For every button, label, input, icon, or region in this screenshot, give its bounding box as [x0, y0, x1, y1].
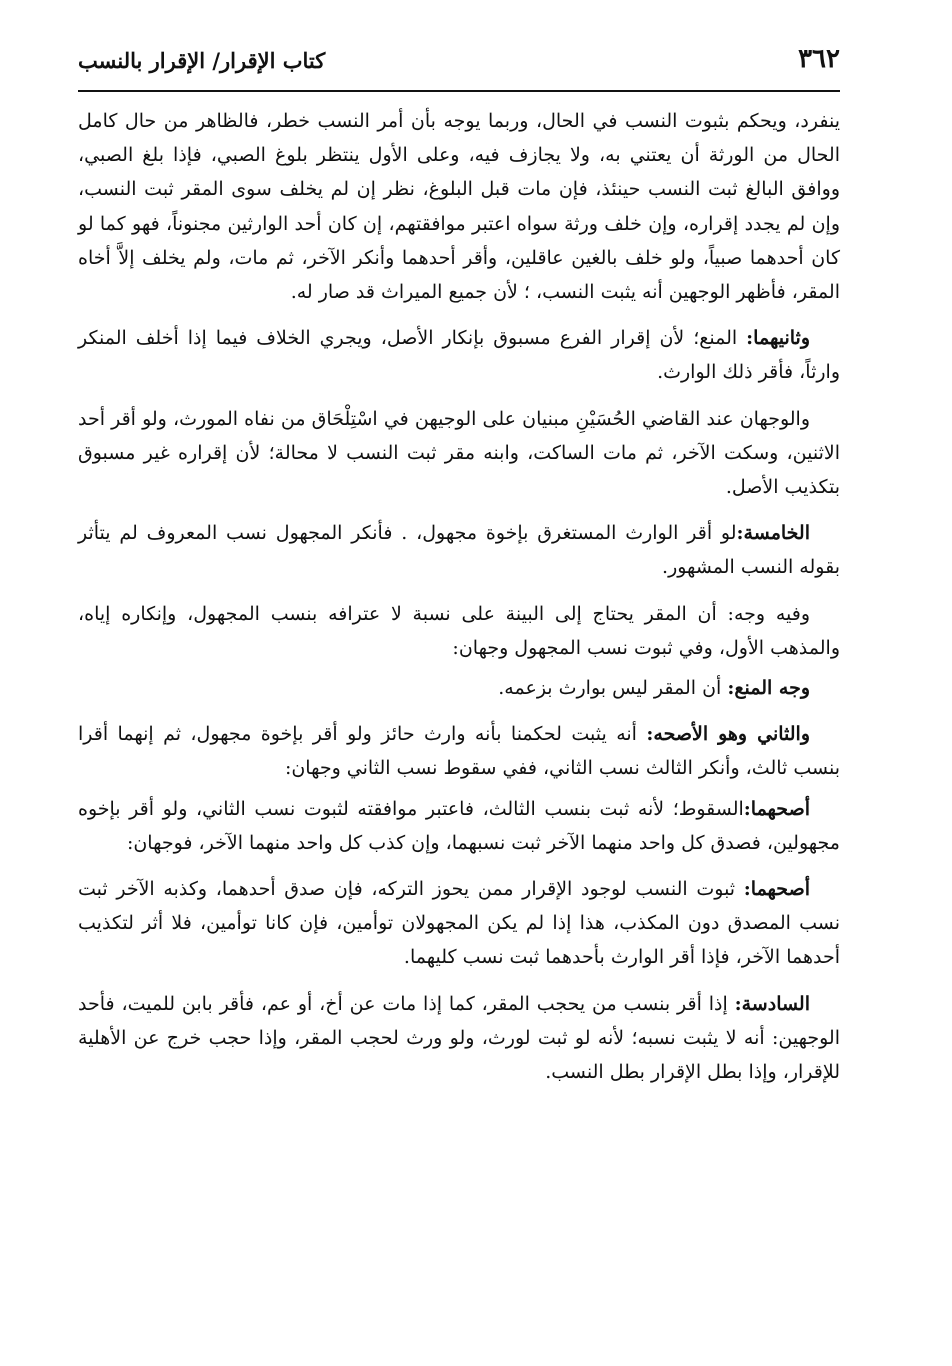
page-body	[78, 104, 840, 1101]
paragraph-6-text: أن المقر ليس بوارث بزعمه.	[498, 677, 728, 700]
paragraph-6-heading: وجه المنع:	[727, 677, 810, 700]
page-number: ٣٦٢	[798, 44, 840, 74]
paragraph-2-text: المنع؛ لأن إقرار الفرع مسبوق بإنكار الأصل، ويجري الخلاف فيما إذا أخلف المنكر وارثاً، فأقر ذلك الوارث.	[78, 327, 840, 384]
paragraph-9-text: ثبوت النسب لوجود الإقرار ممن يحوز التركه، فإن صدق أحدهما، وكذبه الآخر ثبت نسب المصدق دون المكذب، هذا إذا لم يكن المجهولان توأمين، فإن كانا توأمين، فلا أثر لتكذيب أحدهما الآخر، فإذا أقر الوارث بأحدهما ثبت نسب كليهما.	[78, 878, 840, 969]
paragraph-7-text: أنه يثبت لحكمنا بأنه وارث حائز ولو أقر بإخوة مجهول، ثم إنهما أقرا بنسب ثالث، وأنكر الثالث نسب الثاني، ففي سقوط نسب الثاني وجهان:	[78, 723, 840, 780]
header-divider	[78, 90, 840, 92]
paragraph-3	[78, 402, 840, 505]
page-header	[78, 40, 840, 86]
paragraph-4-heading: الخامسة:	[736, 522, 810, 545]
paragraph-2	[78, 321, 840, 389]
paragraph-3-text: والوجهان عند القاضي الحُسَيْنِ مبنيان على الوجيهن في اسْتِلْحَاق من نفاه المورث، ولو أقر أحد الاثنين، وسكت الآخر، ثم مات الساكت، وابنه مقر ثبت النسب لا محالة؛ لأن إقراره غير مسبوق بتكذيب الأصل.	[78, 407, 840, 499]
paragraph-6	[78, 671, 840, 705]
paragraph-8-heading: أصحهما:	[743, 797, 810, 820]
paragraph-10-text: إذا أقر بنسب من يحجب المقر، كما إذا مات عن أخ، أو عم، فأقر بابن للميت، فأحد الوجهين: أنه لا يثبت نسبه؛ لأنه لو ثبت لورث، ولو ورث لحجب المقر، وإذا حجب خرج عن الأهلية للإقرار، وإذا بطل الإقرار بطل النسب.	[78, 992, 840, 1084]
paragraph-10	[78, 987, 840, 1090]
paragraph-8-text: السقوط؛ لأنه ثبت بنسب الثالث، فاعتبر موافقته لثبوت نسب الثاني، ولو أقر بإخوه مجهولين، فصدق كل واحد منهما الآخر ثبت نسبهما، وإن كذب كل واحد منهما الآخر، فوجهان:	[78, 797, 840, 854]
paragraph-10-heading: السادسة:	[734, 992, 810, 1015]
paragraph-1	[78, 104, 840, 309]
paragraph-7	[78, 717, 840, 785]
paragraph-9-heading: أصحهما:	[743, 878, 810, 901]
running-title: كتاب الإقرار/ الإقرار بالنسب	[78, 48, 326, 73]
paragraph-5	[78, 597, 840, 665]
paragraph-1-text: ينفرد، ويحكم بثبوت النسب في الحال، وربما يوجه بأن أمر النسب خطر، فالظاهر من حال كامل الحال من الورثة أن يعتني به، ولا يجازف فيه، وعلى الأول ينتظر بلوغ الصبي، فإذا بلغ الصبي، ووافق البالغ ثبت النسب حينئذ، فإن مات قبل البلوغ، نظر إن لم يخلف سوى المقر ثبت النسب، وإن لم يجدد إقراره، وإن خلف ورثة سواه اعتبر موافقتهم، إن كان أحد الوارثين مجنوناً، فهو كما لو كان أحدهما صبياً، ولو خلف بالغين عاقلين، وأقر أحدهما وأنكر الآخر، ثم مات، ولم يخلف إلاَّ أخاه المقر، فأظهر الوجهين أنه يثبت النسب، ؛ لأن جميع الميراث قد صار له.	[78, 110, 840, 304]
paragraph-4	[78, 516, 840, 584]
paragraph-5-text: وفيه وجه: أن المقر يحتاج إلى البينة على نسبة لا عترافه بنسب المجهول، وإنكاره إياه، والمذهب الأول، وفي ثبوت نسب المجهول وجهان:	[78, 602, 840, 659]
paragraph-9	[78, 872, 840, 975]
paragraph-4-text: لو أقر الوارث المستغرق بإخوة مجهول، . فأنكر المجهول نسب المعروف لم يتأثر بقوله النسب المشهور.	[78, 522, 840, 579]
paragraph-8	[78, 792, 840, 860]
paragraph-7-heading: والثاني وهو الأصحه:	[646, 723, 810, 746]
paragraph-2-heading: وثانيهما:	[746, 327, 810, 350]
